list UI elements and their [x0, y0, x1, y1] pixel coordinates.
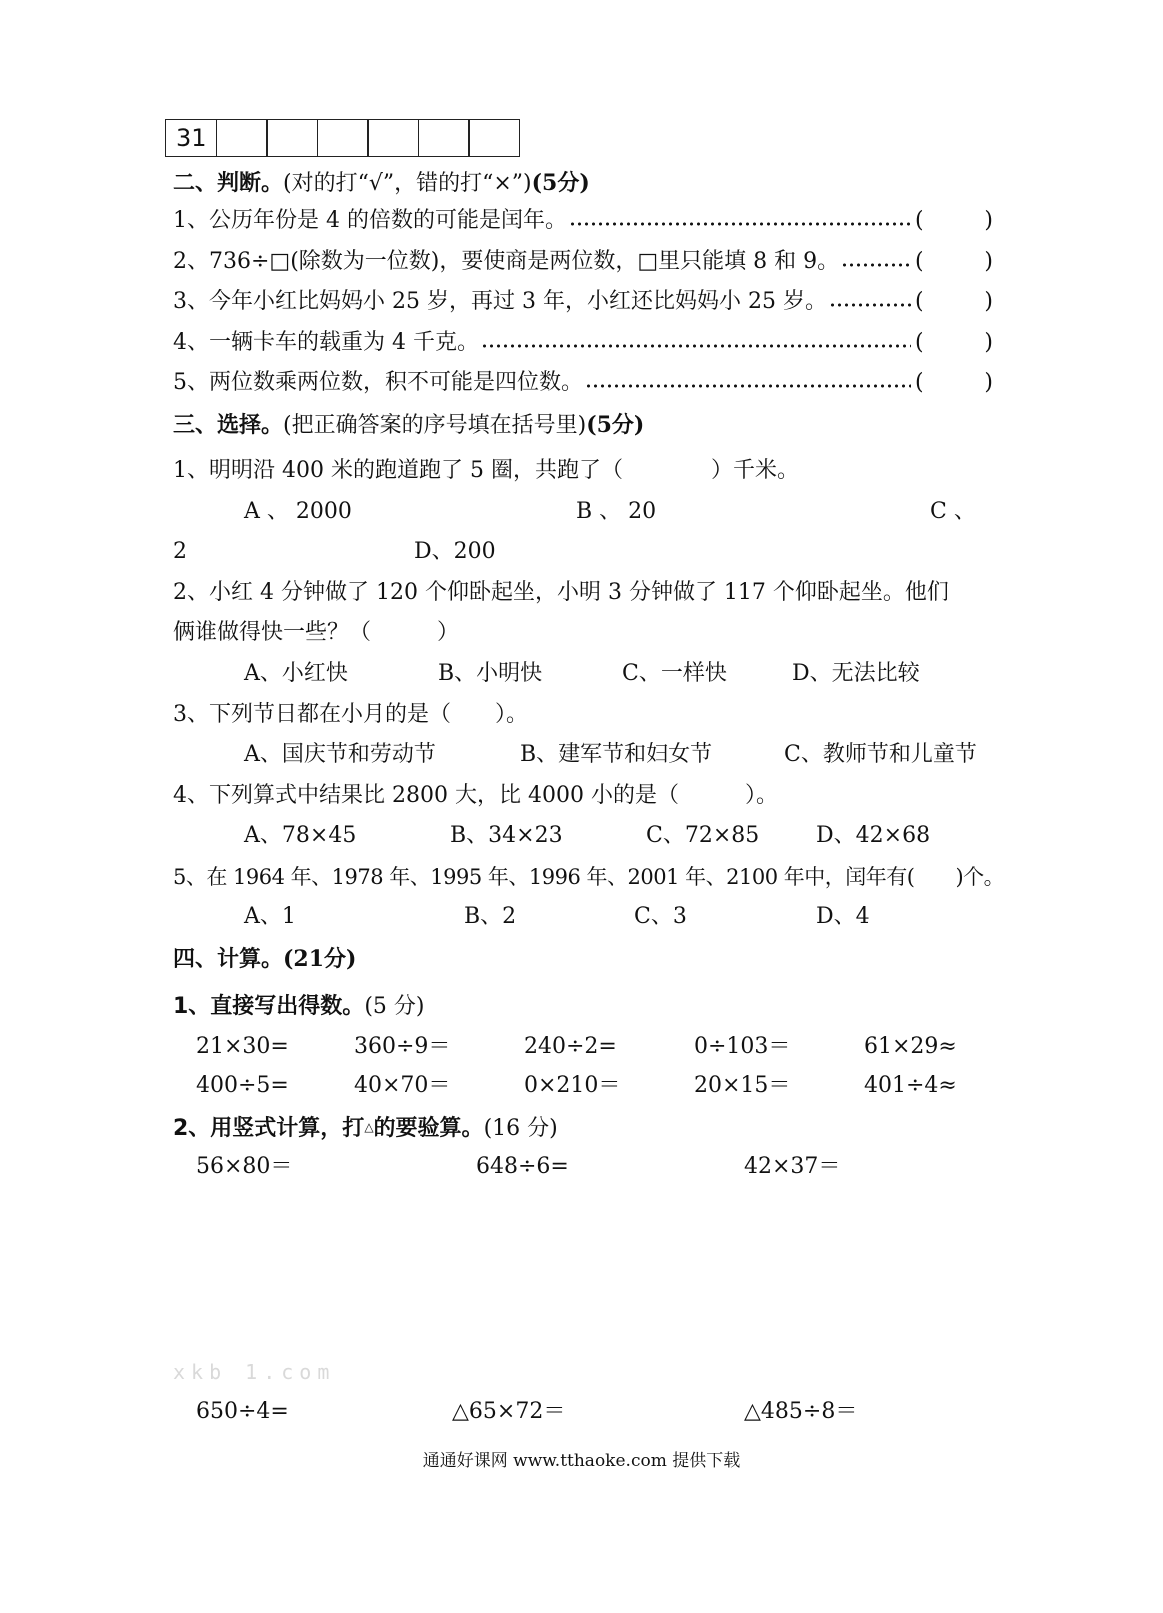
watermark-text: xkb 1.com	[173, 1360, 336, 1384]
answer-box-cell[interactable]	[367, 119, 419, 157]
part-2-score: (16 分)	[483, 1116, 558, 1141]
choice-question-2-line-2: 俩谁做得快一些？（ ）	[173, 620, 460, 645]
vertical-calc-item: △65×72＝	[452, 1399, 566, 1424]
q4-option-b[interactable]: B、34×23	[450, 823, 563, 848]
mental-math-item: 240÷2=	[524, 1034, 617, 1059]
section-4-score: (21分)	[283, 946, 357, 972]
q4-option-c[interactable]: C、72×85	[646, 823, 760, 848]
part-2-heading	[173, 1114, 558, 1142]
mental-math-item: 40×70＝	[354, 1073, 451, 1098]
answer-box-cell[interactable]	[216, 119, 268, 157]
mental-math-item: 401÷4≈	[864, 1073, 957, 1098]
answer-parens[interactable]	[915, 330, 993, 356]
paren-close: )	[984, 249, 993, 274]
q3-option-c[interactable]: C、教师节和儿童节	[784, 742, 977, 767]
triangle-icon: △	[364, 1120, 374, 1134]
paren-close: )	[984, 330, 993, 355]
paren-close: )	[984, 370, 993, 395]
part-2-title-end: 的要验算。	[373, 1116, 484, 1141]
paren-open: (	[915, 208, 924, 233]
mental-math-item: 21×30=	[196, 1034, 289, 1059]
q3-option-b[interactable]: B、建军节和妇女节	[520, 742, 713, 767]
answer-box-cell[interactable]	[266, 119, 318, 157]
q5-option-b[interactable]: B、2	[464, 904, 517, 929]
section-2-note: (对的打“√”，错的打“×”)	[283, 171, 532, 196]
q2-option-b[interactable]: B、小明快	[438, 661, 543, 686]
q5-option-c[interactable]: C、3	[634, 904, 687, 929]
answer-parens[interactable]	[915, 208, 993, 234]
q2-option-a[interactable]: A、小红快	[244, 661, 348, 686]
judge-item-text: 1、公历年份是 4 的倍数的可能是闰年。	[173, 208, 567, 233]
choice-question-4: 4、下列算式中结果比 2800 大，比 4000 小的是（ ）。	[173, 783, 778, 808]
leader-dots	[585, 384, 911, 388]
part-1-title: 1、直接写出得数。	[173, 994, 365, 1019]
q1-option-c-value: 2	[173, 539, 187, 564]
choice-question-2-line-1: 2、小红 4 分钟做了 120 个仰卧起坐，小明 3 分钟做了 117 个仰卧起坐。他们	[173, 580, 949, 605]
vertical-calc-item: 42×37＝	[744, 1154, 841, 1179]
paren-close: )	[984, 208, 993, 233]
choice-question-5: 5、在 1964 年、1978 年、1995 年、1996 年、2001 年、2100 年中，闰年有( )个。	[173, 865, 1005, 889]
choice-question-1: 1、明明沿 400 米的跑道跑了 5 圈，共跑了（ ）千米。	[173, 458, 799, 483]
q3-option-a[interactable]: A、国庆节和劳动节	[244, 742, 436, 767]
judge-item-5	[173, 370, 993, 396]
judge-item-3	[173, 289, 993, 315]
section-2-heading	[173, 170, 590, 197]
judge-item-text: 2、736÷□(除数为一位数)，要使商是两位数，□里只能填 8 和 9。	[173, 249, 840, 274]
leader-dots	[481, 344, 911, 348]
vertical-calc-item: 650÷4=	[196, 1399, 289, 1424]
vertical-calc-item: △485÷8＝	[744, 1399, 858, 1424]
q2-option-d[interactable]: D、无法比较	[792, 661, 920, 686]
answer-box-row	[165, 119, 520, 157]
leader-dots	[841, 263, 911, 267]
paren-close: )	[984, 289, 993, 314]
answer-box-cell[interactable]	[317, 119, 369, 157]
choice-question-3: 3、下列节日都在小月的是（ ）。	[173, 702, 528, 727]
q4-option-d[interactable]: D、42×68	[816, 823, 931, 848]
part-1-heading	[173, 994, 424, 1020]
section-3-heading	[173, 412, 644, 439]
answer-box-cell: 31	[165, 119, 217, 157]
section-4-heading	[173, 946, 356, 972]
paren-open: (	[915, 370, 924, 395]
section-2-score: (5分)	[531, 170, 590, 196]
q1-option-b[interactable]: B 、 20	[576, 499, 657, 524]
leader-dots	[829, 303, 911, 307]
judge-item-text: 3、今年小红比妈妈小 25 岁，再过 3 年，小红还比妈妈小 25 岁。	[173, 289, 827, 314]
q5-option-d[interactable]: D、4	[816, 904, 870, 929]
mental-math-item: 0÷103＝	[694, 1034, 791, 1059]
page-footer: 通通好课网 www.tthaoke.com 提供下载	[422, 1451, 741, 1471]
mental-math-item: 61×29≈	[864, 1034, 957, 1059]
part-1-score: (5 分)	[364, 994, 425, 1019]
vertical-calc-item: 56×80＝	[196, 1154, 293, 1179]
section-3-note: (把正确答案的序号填在括号里)	[283, 413, 587, 438]
q1-option-a[interactable]: A 、 2000	[244, 499, 352, 524]
paren-open: (	[915, 330, 924, 355]
judge-item-1	[173, 208, 993, 234]
leader-dots	[569, 222, 911, 226]
paren-open: (	[915, 249, 924, 274]
mental-math-item: 360÷9＝	[354, 1034, 451, 1059]
q4-option-a[interactable]: A、78×45	[244, 823, 357, 848]
answer-box-cell[interactable]	[418, 119, 470, 157]
mental-math-item: 400÷5=	[196, 1073, 289, 1098]
q5-option-a[interactable]: A、1	[244, 904, 296, 929]
mental-math-item: 0×210＝	[524, 1073, 621, 1098]
section-3-title: 三、选择。	[173, 412, 284, 438]
mental-math-item: 20×15＝	[694, 1073, 791, 1098]
section-4-title: 四、计算。	[173, 946, 284, 972]
vertical-calc-item: 648÷6=	[476, 1154, 569, 1179]
judge-item-4	[173, 330, 993, 356]
answer-box-cell[interactable]	[468, 119, 520, 157]
section-3-score: (5分)	[586, 412, 645, 438]
section-2-title: 二、判断。	[173, 170, 284, 196]
part-2-title: 2、用竖式计算，打	[173, 1116, 365, 1141]
judge-item-text: 5、两位数乘两位数，积不可能是四位数。	[173, 370, 583, 395]
q1-option-c[interactable]: C 、	[930, 499, 976, 524]
paren-open: (	[915, 289, 924, 314]
answer-parens[interactable]	[915, 370, 993, 396]
answer-parens[interactable]	[915, 249, 993, 275]
judge-item-2	[173, 249, 993, 275]
answer-parens[interactable]	[915, 289, 993, 315]
judge-item-text: 4、一辆卡车的载重为 4 千克。	[173, 330, 479, 355]
q1-option-d[interactable]: D、200	[414, 539, 496, 564]
q2-option-c[interactable]: C、一样快	[622, 661, 727, 686]
